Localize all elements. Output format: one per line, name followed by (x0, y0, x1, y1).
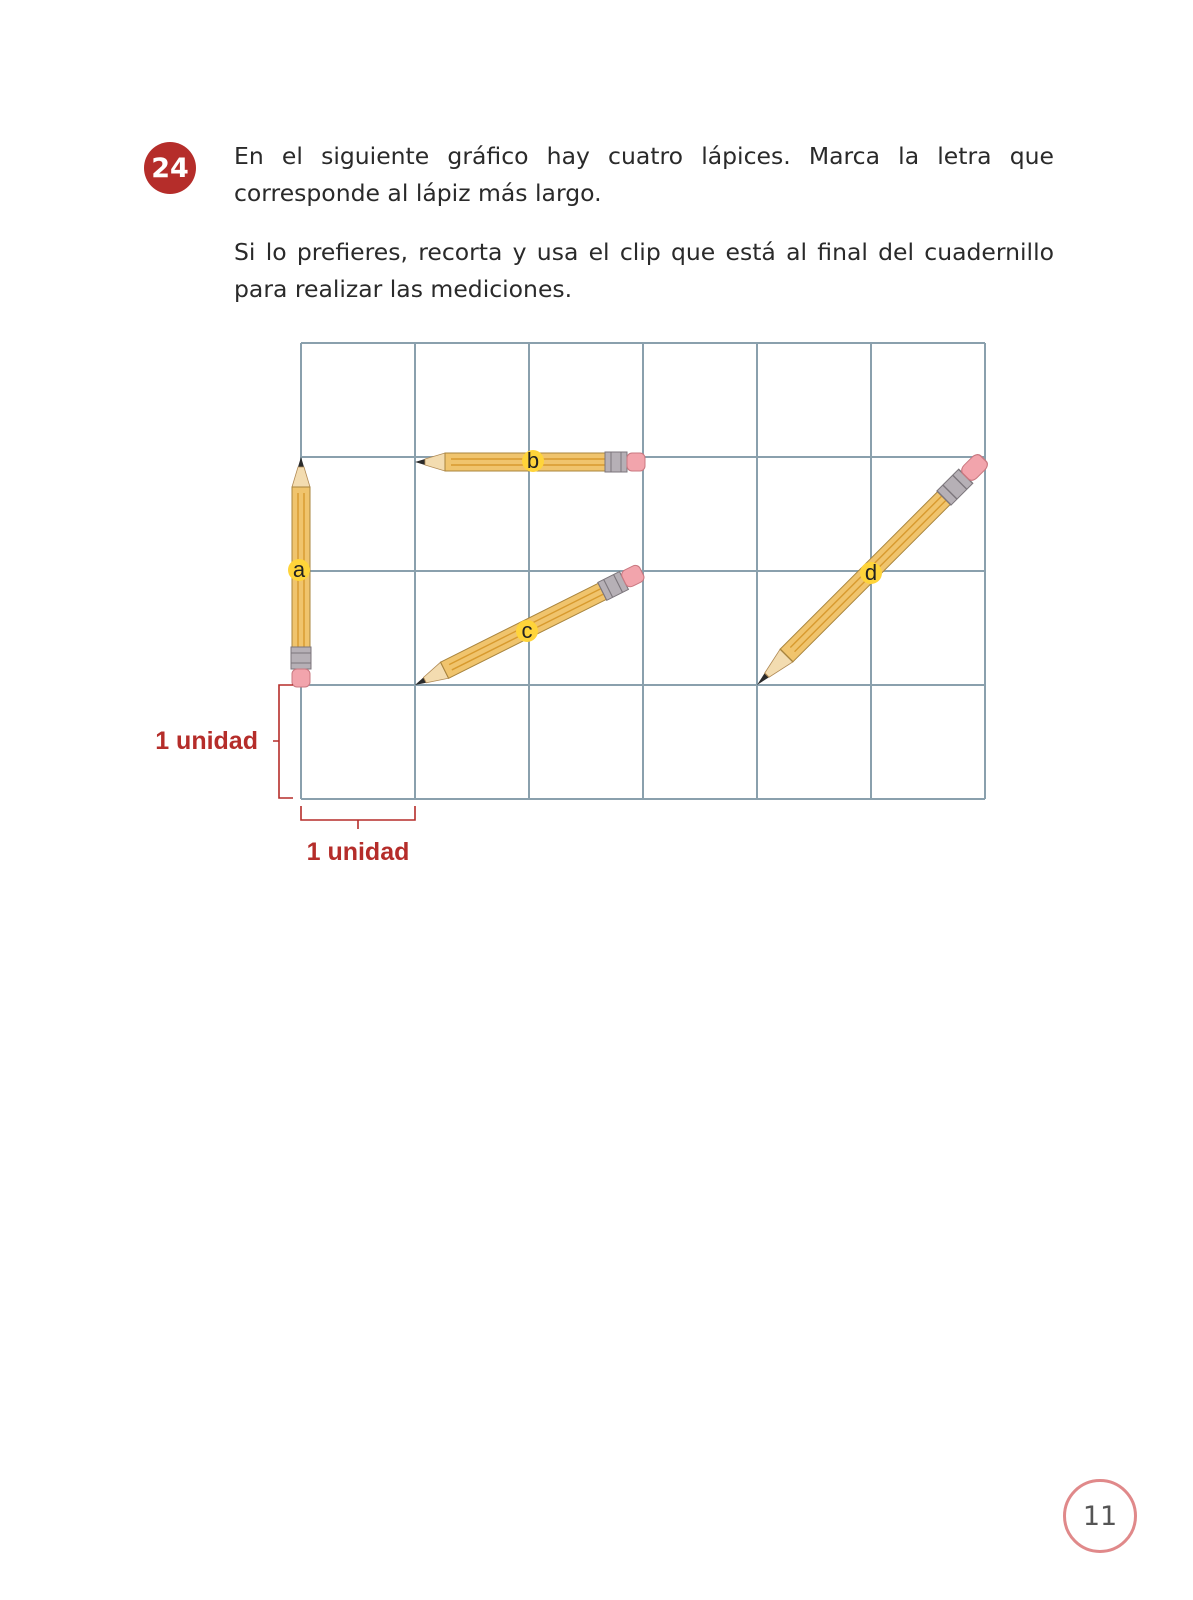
question-number-badge: 24 (144, 142, 196, 194)
vertical-unit-label: 1 unidad (155, 727, 258, 755)
vertical-unit-bracket (273, 685, 293, 798)
page-number: 11 (1063, 1479, 1137, 1553)
svg-text:b: b (526, 448, 540, 473)
svg-text:c: c (521, 618, 533, 643)
svg-text:a: a (292, 557, 306, 582)
svg-text:d: d (864, 560, 878, 585)
horizontal-unit-bracket (301, 806, 415, 829)
horizontal-unit-label: 1 unidad (306, 838, 410, 866)
instruction-text: Si lo prefieres, recorta y usa el clip que está al final del cuadernillo para realizar las mediciones. (234, 238, 1054, 303)
question-text: En el siguiente gráfico hay cuatro lápices. Marca la letra que corresponde al lápiz más largo. (234, 142, 1054, 207)
